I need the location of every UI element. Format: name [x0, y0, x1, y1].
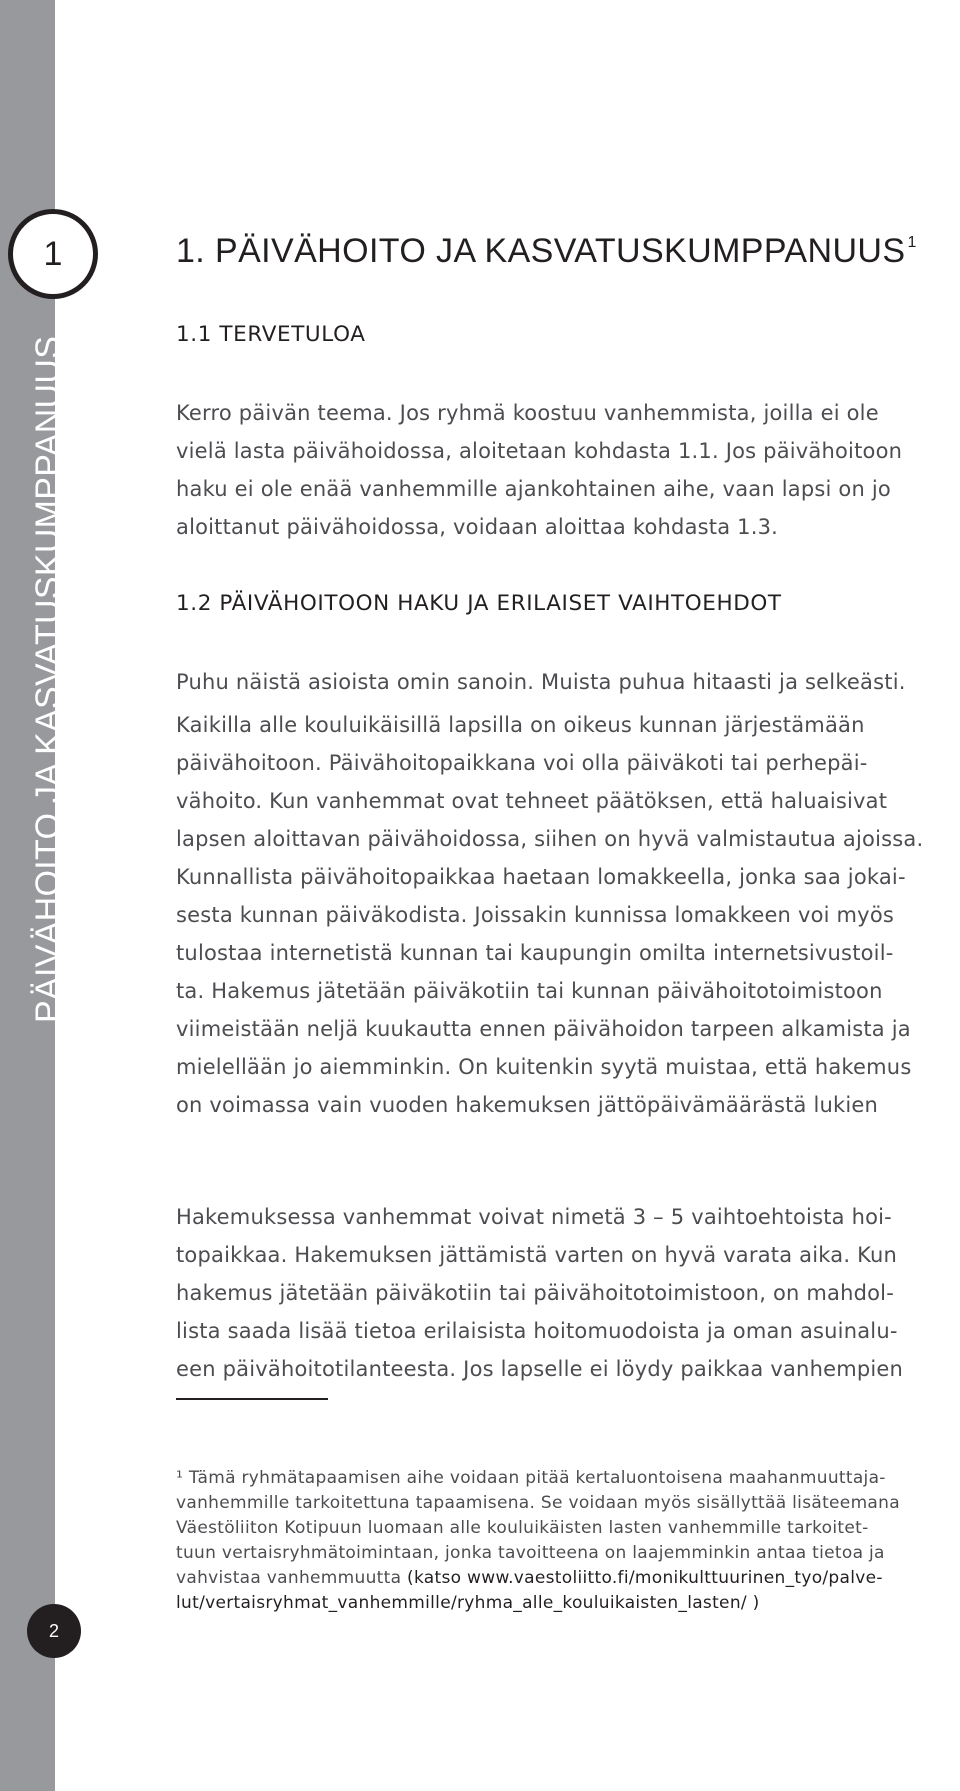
text-line: aloittanut päivähoidossa, voidaan aloittaa kohdasta 1.3. [176, 515, 779, 539]
text-line: Hakemuksessa vanhemmat voivat nimetä 3 – 5 vaihtoehtoista hoi- [176, 1205, 892, 1229]
section-1-2-paragraph-2 [176, 1198, 960, 1388]
text-line: topaikkaa. Hakemuksen jättämistä varten on hyvä varata aika. Kun [176, 1243, 898, 1267]
text-line: Kunnallista päivähoitopaikkaa haetaan lomakkeella, jonka saa jokai- [176, 865, 906, 889]
section-1-1-heading: 1.1 TERVETULOA [176, 322, 366, 347]
sidebar-chapter-title: PÄIVÄHOITO JA KASVATUSKUMPPANUUS [29, 335, 67, 1023]
footnote-divider [176, 1398, 328, 1400]
section-1-1-paragraph [176, 394, 960, 546]
text-line: päivähoitoon. Päivähoitopaikkana voi olla päiväkoti tai perhepäi- [176, 751, 868, 775]
text-line: on voimassa vain vuoden hakemuksen jättöpäivämäärästä lukien [176, 1093, 879, 1117]
chapter-heading [176, 232, 917, 271]
text-line: Kerro päivän teema. Jos ryhmä koostuu vanhemmista, joilla ei ole [176, 401, 879, 425]
text-line: Kaikilla alle kouluikäisillä lapsilla on oikeus kunnan järjestämään [176, 713, 865, 737]
text-line: mielellään jo aiemminkin. On kuitenkin syytä muistaa, että hakemus [176, 1055, 912, 1079]
footnote-line [176, 1566, 960, 1591]
footnote-line: tuun vertaisryhmätoimintaan, jonka tavoitteena on laajemminkin antaa tietoa ja [176, 1543, 885, 1563]
page-number: 2 [27, 1604, 81, 1658]
footnote [176, 1466, 960, 1616]
section-1-2-heading: 1.2 PÄIVÄHOITOON HAKU JA ERILAISET VAIHTOEHDOT [176, 591, 782, 616]
footnote-line: ¹ Tämä ryhmätapaamisen aihe voidaan pitää kertaluontoisena maahanmuuttaja- [176, 1468, 886, 1488]
footnote-line: vanhemmille tarkoitettuna tapaamisena. Se voidaan myös sisällyttää lisäteemana [176, 1493, 900, 1513]
text-line: viimeistään neljä kuukautta ennen päivähoidon tarpeen alkamista ja [176, 1017, 911, 1041]
text-line: lista saada lisää tietoa erilaisista hoitomuodoista ja oman asuinalu- [176, 1319, 898, 1343]
text-line: vielä lasta päivähoidossa, aloitetaan kohdasta 1.1. Jos päivähoitoon [176, 439, 903, 463]
text-line: vähoito. Kun vanhemmat ovat tehneet päätöksen, että haluaisivat [176, 789, 888, 813]
text-line: Puhu näistä asioista omin sanoin. Muista puhua hitaasti ja selkeästi. [176, 670, 906, 694]
chapter-heading-text: 1. PÄIVÄHOITO JA KASVATUSKUMPPANUUS [176, 232, 906, 270]
text-line: sesta kunnan päiväkodista. Joissakin kunnissa lomakkeen voi myös [176, 903, 895, 927]
text-line: tulostaa internetistä kunnan tai kaupungin omilta internetsivustoil- [176, 941, 894, 965]
text-line: ta. Hakemus jätetään päiväkotiin tai kunnan päivähoitotoimistoon [176, 979, 883, 1003]
text-line: lapsen aloittavan päivähoidossa, siihen on hyvä valmistautua ajoissa. [176, 827, 924, 851]
footnote-link[interactable]: (katso www.vaestoliitto.fi/monikulttuurinen_tyo/palve- [407, 1568, 883, 1588]
text-line: haku ei ole enää vanhemmille ajankohtainen aihe, vaan lapsi on jo [176, 477, 891, 501]
section-1-2-intro [176, 663, 960, 701]
footnote-marker: 1 [907, 234, 917, 251]
text-line: een päivähoitotilanteesta. Jos lapselle ei löydy paikkaa vanhempien [176, 1357, 904, 1381]
footnote-text: vahvistaa vanhemmuutta [176, 1568, 408, 1588]
text-line: hakemus jätetään päiväkotiin tai päivähoitotoimistoon, on mahdol- [176, 1281, 894, 1305]
footnote-line: Väestöliiton Kotipuun luomaan alle kouluikäisten lasten vanhemmille tarkoitet- [176, 1518, 869, 1538]
footnote-link-continuation[interactable]: lut/vertaisryhmat_vanhemmille/ryhma_alle_kouluikaisten_lasten/ ) [176, 1593, 760, 1613]
section-1-2-paragraph-1 [176, 706, 960, 1124]
chapter-number-badge: 1 [8, 209, 98, 299]
